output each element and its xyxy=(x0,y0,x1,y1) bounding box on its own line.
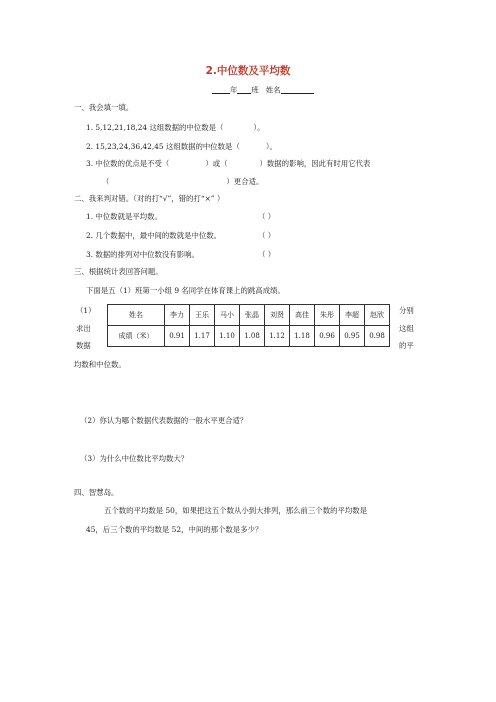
table-score-cell: 1.12 xyxy=(265,326,290,347)
s1-question-2 xyxy=(86,143,277,150)
table-score-cell: 1.17 xyxy=(190,326,215,347)
table-name-cell: 马小 xyxy=(215,305,240,326)
s2-item-1: 1. 中位数就是平均数。 xyxy=(86,212,162,221)
name-blank[interactable] xyxy=(281,86,314,94)
s1-q2-close: ）。 xyxy=(265,142,277,151)
year-label: 年 xyxy=(230,85,238,95)
table-score-cell: 1.08 xyxy=(240,326,265,347)
table-name-cell: 朱彤 xyxy=(315,305,340,326)
table-name-cell: 高佳 xyxy=(290,305,315,326)
table-score-cell: 1.18 xyxy=(290,326,315,347)
table-score-cell: 0.96 xyxy=(315,326,340,347)
s3-q1-label: （1） xyxy=(76,306,96,315)
s2-item-1-answer[interactable]: （ ） xyxy=(258,212,276,221)
s1-question-1 xyxy=(86,124,264,131)
s1-question-3 xyxy=(86,160,370,167)
section-3-heading: 三、根据统计表回答问题。 xyxy=(74,267,163,276)
table-score-cell: 1.10 xyxy=(215,326,240,347)
table-header-label: 姓名 xyxy=(108,305,165,326)
table-name-cell: 张晶 xyxy=(240,305,265,326)
table-row-label: 成绩（米） xyxy=(108,326,165,347)
name-label: 姓名 xyxy=(265,85,281,95)
table-name-cell: 赵欣 xyxy=(365,305,390,326)
s4-problem-line-2: 45，后三个数的平均数是 52，中间的那个数是多少？ xyxy=(86,525,263,534)
s1-q2-text: 2. 15,23,24,36,42,45 这组数据的中位数是（ xyxy=(86,142,240,151)
table-score-cell: 0.98 xyxy=(365,326,390,347)
s2-item-2-answer[interactable]: （ ） xyxy=(258,231,276,240)
jump-scores-table xyxy=(107,304,390,347)
section-2-heading: 二、我来判对错。（对的打“√”，错的打“×” ） xyxy=(74,194,225,203)
s3-q1-left-3: 数据 xyxy=(76,341,91,350)
s1-q1-text: 1. 5,12,21,18,24 这组数据的中位数是（ xyxy=(86,123,224,132)
s3-question-3: （3）为什么中位数比平均数大？ xyxy=(80,454,189,463)
section-4-heading: 四、智慧岛。 xyxy=(74,488,119,497)
s1-q3-part-e: ）更合适。 xyxy=(226,177,264,186)
table-score-cell: 0.95 xyxy=(340,326,365,347)
s1-q3-part-d: （ xyxy=(102,177,110,186)
s3-question-2: （2）你认为哪个数据代表数据的一般水平更合适？ xyxy=(80,416,248,425)
s3-q1-right-3: 的平 xyxy=(399,341,414,350)
class-label: 班 xyxy=(251,85,259,95)
s4-problem-line-1: 五个数的平均数是 50，如果把这五个数从小到大排列，那么前三个数的平均数是 xyxy=(104,506,368,515)
s2-item-3-answer[interactable]: （ ） xyxy=(258,250,276,259)
s3-q1-right-2: 这组 xyxy=(399,324,414,333)
table-name-cell: 李超 xyxy=(340,305,365,326)
table-name-cell: 王乐 xyxy=(190,305,215,326)
table-name-cell: 刘贤 xyxy=(265,305,290,326)
class-blank[interactable] xyxy=(237,86,251,94)
section-1-heading: 一、我会填一填。 xyxy=(74,103,134,112)
s1-q3-part-b: ）或（ xyxy=(205,159,228,168)
s1-q3-part-a: 3. 中位数的优点是不受（ xyxy=(86,159,170,168)
s3-q1-tail: 均数和中位数。 xyxy=(74,360,126,369)
table-score-cell: 0.91 xyxy=(165,326,190,347)
table-name-cell: 李力 xyxy=(165,305,190,326)
s3-q1-left-2: 求出 xyxy=(76,324,91,333)
s1-question-3-cont xyxy=(102,178,263,185)
page-title: 2.中位数及平均数 xyxy=(205,65,291,77)
student-info-line xyxy=(212,86,314,94)
table-score-row xyxy=(108,326,390,347)
s2-item-3: 3. 数据的排列对中位数没有影响。 xyxy=(86,250,199,259)
year-blank[interactable] xyxy=(212,86,230,94)
s3-intro: 下面是五（1）班第一小组 9 名同学在体育课上的跳高成绩。 xyxy=(86,286,285,295)
table-header-row xyxy=(108,305,390,326)
s1-q1-close: ）。 xyxy=(253,123,265,132)
s2-item-2: 2. 几个数据中，最中间的数就是中位数。 xyxy=(86,231,222,240)
s1-q3-part-c: ）数据的影响，因此有时用它代表 xyxy=(259,159,371,168)
s3-q1-right-1: 分别 xyxy=(399,306,414,315)
